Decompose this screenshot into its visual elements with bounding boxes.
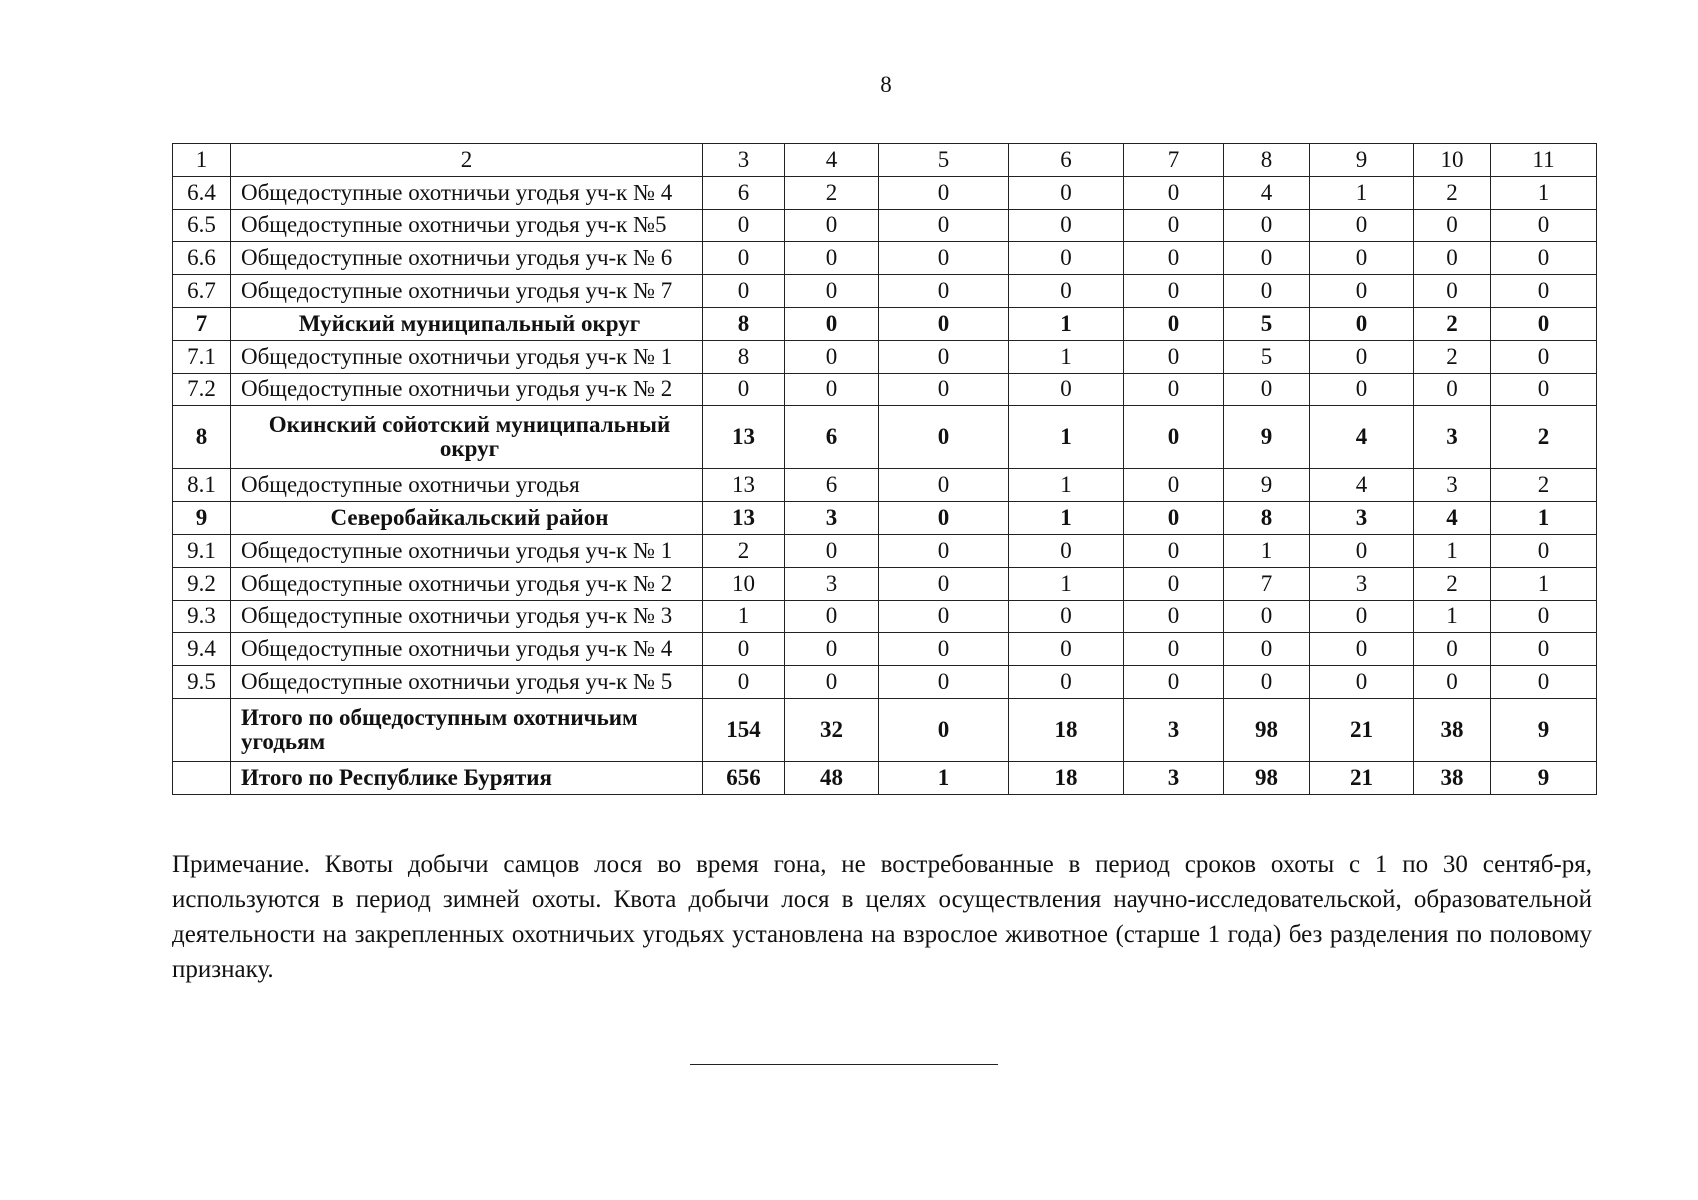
area-name-cell: Итого по Республике Бурятия: [231, 761, 703, 794]
quota-value-cell: 0: [1124, 176, 1224, 209]
row-number-cell: 9: [173, 502, 231, 535]
quota-value-cell: 0: [1310, 534, 1414, 567]
quota-value-cell: 6: [785, 469, 879, 502]
quota-value-cell: 0: [1224, 242, 1310, 275]
quota-value-cell: 0: [1310, 209, 1414, 242]
quota-value-cell: 7: [1224, 567, 1310, 600]
quota-value-cell: 0: [1491, 633, 1597, 666]
quota-value-cell: 2: [1414, 176, 1491, 209]
quota-value-cell: 3: [1310, 567, 1414, 600]
quota-value-cell: 3: [785, 567, 879, 600]
quota-value-cell: 0: [879, 209, 1009, 242]
quota-value-cell: 0: [1224, 600, 1310, 633]
quota-value-cell: 10: [703, 567, 785, 600]
column-number-cell: 7: [1124, 144, 1224, 177]
quota-value-cell: 48: [785, 761, 879, 794]
area-name-cell: Северобайкальский район: [231, 502, 703, 535]
quota-value-cell: 13: [703, 406, 785, 469]
quota-value-cell: 0: [1414, 633, 1491, 666]
quota-value-cell: 154: [703, 698, 785, 761]
quota-value-cell: 1: [1009, 406, 1124, 469]
quota-value-cell: 0: [1124, 666, 1224, 699]
quota-value-cell: 4: [1414, 502, 1491, 535]
quota-value-cell: 0: [785, 534, 879, 567]
quota-value-cell: 3: [785, 502, 879, 535]
area-name-cell: Общедоступные охотничьи угодья уч-к № 6: [231, 242, 703, 275]
table-row: [173, 373, 1597, 406]
column-number-cell: 1: [173, 144, 231, 177]
quota-value-cell: 0: [703, 373, 785, 406]
row-number-cell: 6.7: [173, 275, 231, 308]
quota-value-cell: 0: [1009, 275, 1124, 308]
quota-value-cell: 0: [1124, 567, 1224, 600]
quota-value-cell: 0: [1414, 373, 1491, 406]
quota-value-cell: 98: [1224, 698, 1310, 761]
district-row: [173, 406, 1597, 469]
quota-value-cell: 0: [785, 340, 879, 373]
quota-table: [172, 143, 1597, 795]
row-number-cell: 8: [173, 406, 231, 469]
quota-value-cell: 0: [1124, 534, 1224, 567]
quota-value-cell: 1: [1009, 502, 1124, 535]
column-number-cell: 5: [879, 144, 1009, 177]
quota-value-cell: 0: [1009, 242, 1124, 275]
quota-value-cell: 0: [879, 242, 1009, 275]
quota-value-cell: 0: [879, 469, 1009, 502]
table-row: [173, 340, 1597, 373]
quota-value-cell: 0: [1310, 242, 1414, 275]
area-name-cell: Общедоступные охотничьи угодья уч-к № 2: [231, 567, 703, 600]
quota-value-cell: 0: [1124, 633, 1224, 666]
quota-value-cell: 0: [1224, 373, 1310, 406]
quota-value-cell: 9: [1224, 469, 1310, 502]
quota-value-cell: 3: [1310, 502, 1414, 535]
quota-value-cell: 21: [1310, 761, 1414, 794]
quota-value-cell: 0: [1491, 209, 1597, 242]
quota-value-cell: 0: [1124, 502, 1224, 535]
column-number-cell: 4: [785, 144, 879, 177]
quota-value-cell: 0: [785, 600, 879, 633]
quota-value-cell: 2: [1414, 340, 1491, 373]
quota-value-cell: 0: [1310, 600, 1414, 633]
quota-value-cell: 0: [879, 534, 1009, 567]
quota-value-cell: 1: [1491, 502, 1597, 535]
area-name-cell: Общедоступные охотничьи угодья уч-к № 5: [231, 666, 703, 699]
quota-value-cell: 1: [1491, 567, 1597, 600]
quota-value-cell: 0: [879, 698, 1009, 761]
quota-value-cell: 2: [785, 176, 879, 209]
quota-value-cell: 1: [1414, 600, 1491, 633]
quota-value-cell: 0: [1009, 209, 1124, 242]
quota-value-cell: 38: [1414, 698, 1491, 761]
quota-value-cell: 9: [1491, 761, 1597, 794]
area-name-cell: Итого по общедоступным охотничьим угодьям: [231, 698, 703, 761]
quota-value-cell: 2: [1491, 406, 1597, 469]
quota-value-cell: 0: [703, 275, 785, 308]
quota-value-cell: 0: [1009, 633, 1124, 666]
quota-value-cell: 0: [1009, 600, 1124, 633]
quota-value-cell: 1: [1009, 469, 1124, 502]
quota-value-cell: 0: [1491, 600, 1597, 633]
column-number-cell: 6: [1009, 144, 1124, 177]
quota-value-cell: 0: [1124, 373, 1224, 406]
quota-value-cell: 1: [879, 761, 1009, 794]
quota-value-cell: 3: [1124, 761, 1224, 794]
quota-value-cell: 4: [1310, 406, 1414, 469]
quota-value-cell: 0: [1124, 307, 1224, 340]
column-number-row: [173, 144, 1597, 177]
quota-value-cell: 0: [703, 666, 785, 699]
quota-value-cell: 0: [1124, 275, 1224, 308]
table-row: [173, 666, 1597, 699]
quota-value-cell: 0: [1009, 176, 1124, 209]
quota-value-cell: 3: [1124, 698, 1224, 761]
table-row: [173, 567, 1597, 600]
quota-value-cell: 21: [1310, 698, 1414, 761]
quota-value-cell: 3: [1414, 406, 1491, 469]
table-row: [173, 242, 1597, 275]
row-number-cell: 9.4: [173, 633, 231, 666]
quota-value-cell: 0: [879, 567, 1009, 600]
row-number-cell: 9.5: [173, 666, 231, 699]
quota-value-cell: 9: [1491, 698, 1597, 761]
area-name-cell: Муйский муниципальный округ: [231, 307, 703, 340]
quota-value-cell: 1: [1009, 340, 1124, 373]
quota-value-cell: 0: [785, 633, 879, 666]
quota-value-cell: 0: [879, 666, 1009, 699]
quota-value-cell: 0: [785, 666, 879, 699]
quota-value-cell: 0: [1009, 666, 1124, 699]
quota-value-cell: 2: [1414, 567, 1491, 600]
quota-value-cell: 1: [1491, 176, 1597, 209]
table-row: [173, 176, 1597, 209]
row-number-cell: 9.2: [173, 567, 231, 600]
row-number-cell: 6.4: [173, 176, 231, 209]
quota-value-cell: 0: [879, 373, 1009, 406]
quota-value-cell: 2: [1491, 469, 1597, 502]
area-name-cell: Общедоступные охотничьи угодья: [231, 469, 703, 502]
table-row: [173, 275, 1597, 308]
quota-value-cell: 0: [1224, 275, 1310, 308]
quota-value-cell: 0: [1124, 242, 1224, 275]
quota-value-cell: 0: [1414, 666, 1491, 699]
column-number-cell: 11: [1491, 144, 1597, 177]
quota-value-cell: 0: [1124, 209, 1224, 242]
quota-value-cell: 0: [1491, 373, 1597, 406]
table-row: [173, 633, 1597, 666]
area-name-cell: Общедоступные охотничьи угодья уч-к № 3: [231, 600, 703, 633]
quota-value-cell: 0: [1009, 534, 1124, 567]
row-number-cell: 6.5: [173, 209, 231, 242]
footnote-text: Примечание. Квоты добычи самцов лося во время гона, не востребованные в период сроков охоты с 1 по 30 сентяб-ря, используются в период зимней охоты. Квота добычи лося в целях осуществления научно-исследовательской, образовательной деятельности на закрепленных охотничьих угодьях установлена на взрослое животное (старше 1 года) без разделения по половому признаку.: [172, 851, 1592, 983]
quota-value-cell: 0: [703, 242, 785, 275]
quota-value-cell: 0: [1224, 209, 1310, 242]
quota-value-cell: 0: [1491, 242, 1597, 275]
quota-value-cell: 0: [1491, 666, 1597, 699]
area-name-cell: Общедоступные охотничьи угодья уч-к № 7: [231, 275, 703, 308]
column-number-cell: 3: [703, 144, 785, 177]
row-number-cell: 7.1: [173, 340, 231, 373]
area-name-cell: Общедоступные охотничьи угодья уч-к № 1: [231, 534, 703, 567]
quota-value-cell: 6: [703, 176, 785, 209]
quota-value-cell: 0: [1491, 307, 1597, 340]
quota-value-cell: 18: [1009, 761, 1124, 794]
column-number-cell: 2: [231, 144, 703, 177]
quota-value-cell: 0: [785, 209, 879, 242]
quota-value-cell: 0: [879, 307, 1009, 340]
quota-value-cell: 8: [703, 307, 785, 340]
row-number-cell: 7.2: [173, 373, 231, 406]
quota-value-cell: 0: [1224, 633, 1310, 666]
quota-value-cell: 0: [879, 633, 1009, 666]
quota-value-cell: 0: [1124, 406, 1224, 469]
row-number-cell: 7: [173, 307, 231, 340]
quota-value-cell: 5: [1224, 307, 1310, 340]
table-row: [173, 469, 1597, 502]
quota-value-cell: 2: [1414, 307, 1491, 340]
table-row: [173, 600, 1597, 633]
column-number-cell: 9: [1310, 144, 1414, 177]
quota-value-cell: 0: [879, 406, 1009, 469]
quota-value-cell: 0: [879, 275, 1009, 308]
quota-value-cell: 0: [879, 502, 1009, 535]
quota-value-cell: 4: [1224, 176, 1310, 209]
table-row: [173, 534, 1597, 567]
quota-value-cell: 0: [1310, 373, 1414, 406]
end-separator-line: [690, 1064, 998, 1065]
quota-value-cell: 0: [1491, 275, 1597, 308]
row-number-cell: [173, 698, 231, 761]
quota-value-cell: 0: [1224, 666, 1310, 699]
quota-value-cell: 1: [1414, 534, 1491, 567]
row-number-cell: 8.1: [173, 469, 231, 502]
quota-value-cell: 0: [785, 373, 879, 406]
quota-value-cell: 13: [703, 502, 785, 535]
quota-value-cell: 0: [1491, 340, 1597, 373]
quota-value-cell: 0: [785, 242, 879, 275]
area-name-cell: Общедоступные охотничьи угодья уч-к № 4: [231, 633, 703, 666]
quota-value-cell: 0: [785, 307, 879, 340]
quota-value-cell: 32: [785, 698, 879, 761]
area-name-cell: Окинский сойотский муниципальный округ: [231, 406, 703, 469]
quota-table-body: [173, 144, 1597, 795]
quota-value-cell: 1: [1009, 567, 1124, 600]
quota-value-cell: 0: [1414, 242, 1491, 275]
quota-value-cell: 0: [1414, 275, 1491, 308]
quota-value-cell: 13: [703, 469, 785, 502]
quota-value-cell: 5: [1224, 340, 1310, 373]
quota-value-cell: 0: [1124, 600, 1224, 633]
quota-value-cell: 0: [785, 275, 879, 308]
quota-value-cell: 0: [1009, 373, 1124, 406]
quota-value-cell: 6: [785, 406, 879, 469]
quota-value-cell: 1: [1009, 307, 1124, 340]
table-row: [173, 209, 1597, 242]
quota-value-cell: 1: [1224, 534, 1310, 567]
quota-value-cell: 0: [1124, 469, 1224, 502]
row-number-cell: 6.6: [173, 242, 231, 275]
quota-value-cell: 18: [1009, 698, 1124, 761]
quota-value-cell: 0: [1124, 340, 1224, 373]
quota-value-cell: 0: [1310, 275, 1414, 308]
column-number-cell: 8: [1224, 144, 1310, 177]
total-row: [173, 761, 1597, 794]
row-number-cell: 9.1: [173, 534, 231, 567]
quota-value-cell: 0: [703, 633, 785, 666]
quota-value-cell: 0: [1310, 307, 1414, 340]
quota-value-cell: 0: [1491, 534, 1597, 567]
quota-value-cell: 0: [879, 340, 1009, 373]
quota-value-cell: 4: [1310, 469, 1414, 502]
quota-value-cell: 656: [703, 761, 785, 794]
area-name-cell: Общедоступные охотничьи угодья уч-к № 2: [231, 373, 703, 406]
quota-value-cell: 0: [1310, 340, 1414, 373]
quota-value-cell: 0: [703, 209, 785, 242]
quota-value-cell: 3: [1414, 469, 1491, 502]
district-row: [173, 502, 1597, 535]
quota-value-cell: 1: [703, 600, 785, 633]
area-name-cell: Общедоступные охотничьи угодья уч-к №5: [231, 209, 703, 242]
district-row: [173, 307, 1597, 340]
column-number-cell: 10: [1414, 144, 1491, 177]
quota-value-cell: 38: [1414, 761, 1491, 794]
area-name-cell: Общедоступные охотничьи угодья уч-к № 1: [231, 340, 703, 373]
quota-value-cell: 98: [1224, 761, 1310, 794]
quota-value-cell: 2: [703, 534, 785, 567]
quota-value-cell: 0: [879, 600, 1009, 633]
row-number-cell: 9.3: [173, 600, 231, 633]
area-name-cell: Общедоступные охотничьи угодья уч-к № 4: [231, 176, 703, 209]
quota-value-cell: 8: [703, 340, 785, 373]
quota-value-cell: 8: [1224, 502, 1310, 535]
quota-value-cell: 1: [1310, 176, 1414, 209]
quota-value-cell: 9: [1224, 406, 1310, 469]
quota-value-cell: 0: [1310, 633, 1414, 666]
row-number-cell: [173, 761, 231, 794]
quota-value-cell: 0: [1310, 666, 1414, 699]
quota-value-cell: 0: [1414, 209, 1491, 242]
quota-value-cell: 0: [879, 176, 1009, 209]
total-row: [173, 698, 1597, 761]
page-number: 8: [880, 72, 892, 97]
